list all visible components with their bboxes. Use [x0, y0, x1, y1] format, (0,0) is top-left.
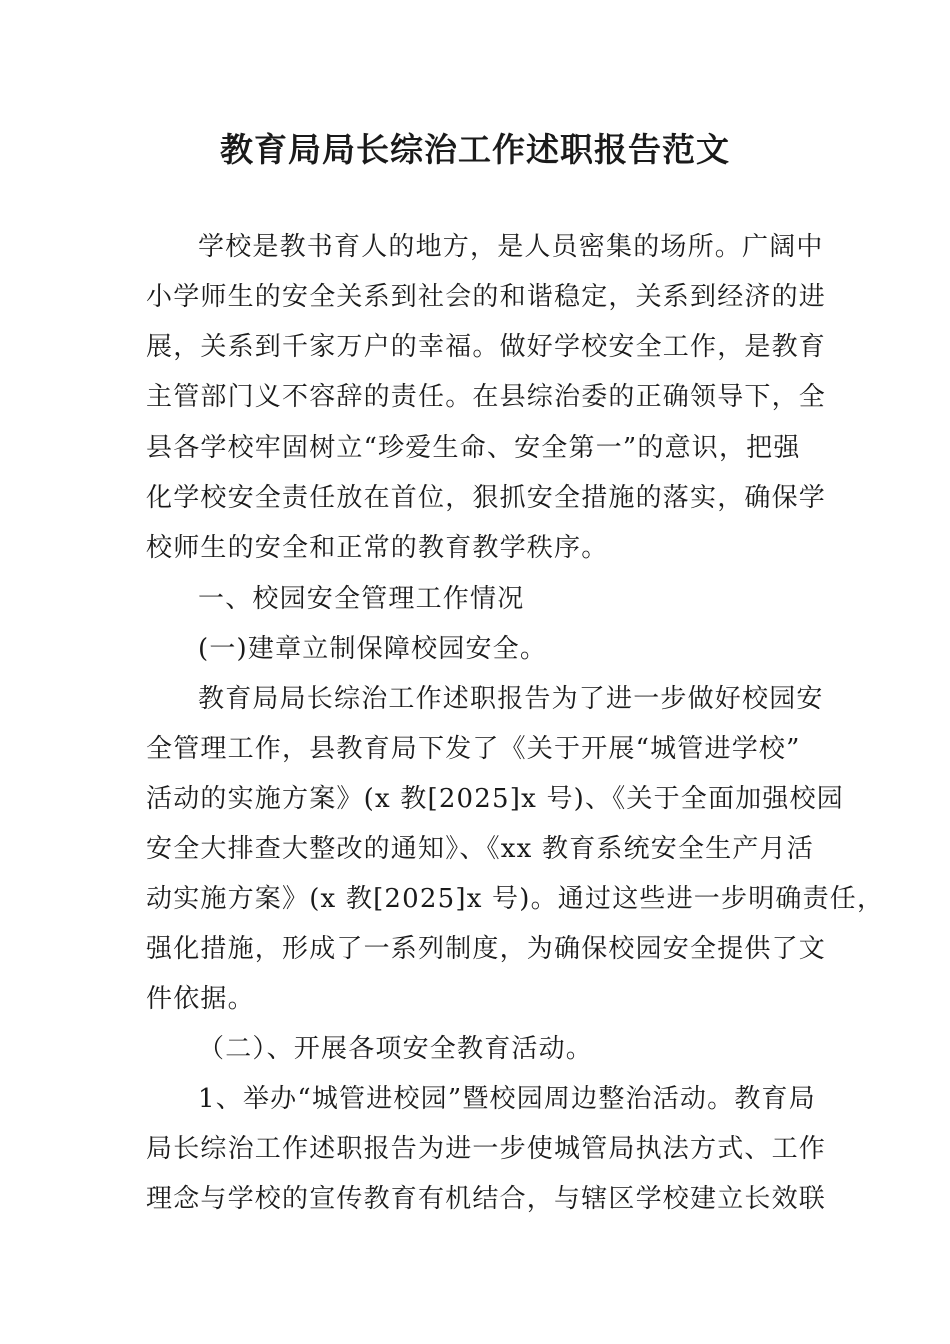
text-line: 学校是教书育人的地方，是人员密集的场所。广阔中 — [198, 232, 824, 262]
text-line: 1、举办“城管进校园”暨校园周边整治活动。教育局 — [198, 1084, 816, 1114]
text-line: 校师生的安全和正常的教育教学秩序。 — [146, 533, 609, 563]
text-line: 件依据。 — [146, 984, 255, 1014]
text-line: 全管理工作，县教育局下发了《关于开展“城管进学校” — [146, 734, 801, 764]
text-line: 理念与学校的宣传教育有机结合，与辖区学校建立长效联 — [146, 1184, 827, 1214]
text-line: 强化措施，形成了一系列制度，为确保校园安全提供了文 — [146, 934, 827, 964]
text-line: 化学校安全责任放在首位，狠抓安全措施的落实，确保学 — [146, 483, 827, 513]
text-line: 小学师生的安全关系到社会的和谐稳定，关系到经济的进 — [146, 282, 827, 312]
text-line: 动实施方案》(x 教[2025]x 号)。通过这些进一步明确责任， — [146, 884, 885, 914]
document-title: 教育局局长综治工作述职报告范文 — [220, 130, 730, 169]
text-line: 展，关系到千家万户的幸福。做好学校安全工作，是教育 — [146, 332, 827, 362]
section-heading: 一、校园安全管理工作情况 — [198, 584, 525, 614]
text-line: 局长综治工作述职报告为进一步使城管局执法方式、工作 — [146, 1134, 827, 1164]
text-line: 安全大排查大整改的通知》、《xx 教育系统安全生产月活 — [146, 834, 814, 864]
text-line: 县各学校牢固树立“珍爱生命、安全第一”的意识，把强 — [146, 433, 801, 463]
text-line: 活动的实施方案》(x 教[2025]x 号)、《关于全面加强校园 — [146, 784, 844, 814]
subsection-heading: （二）、开展各项安全教育活动。 — [198, 1034, 594, 1064]
subsection-heading: (一)建章立制保障校园安全。 — [198, 634, 548, 664]
text-line: 教育局局长综治工作述职报告为了进一步做好校园安 — [198, 684, 824, 714]
text-line: 主管部门义不容辞的责任。在县综治委的正确领导下，全 — [146, 382, 827, 412]
